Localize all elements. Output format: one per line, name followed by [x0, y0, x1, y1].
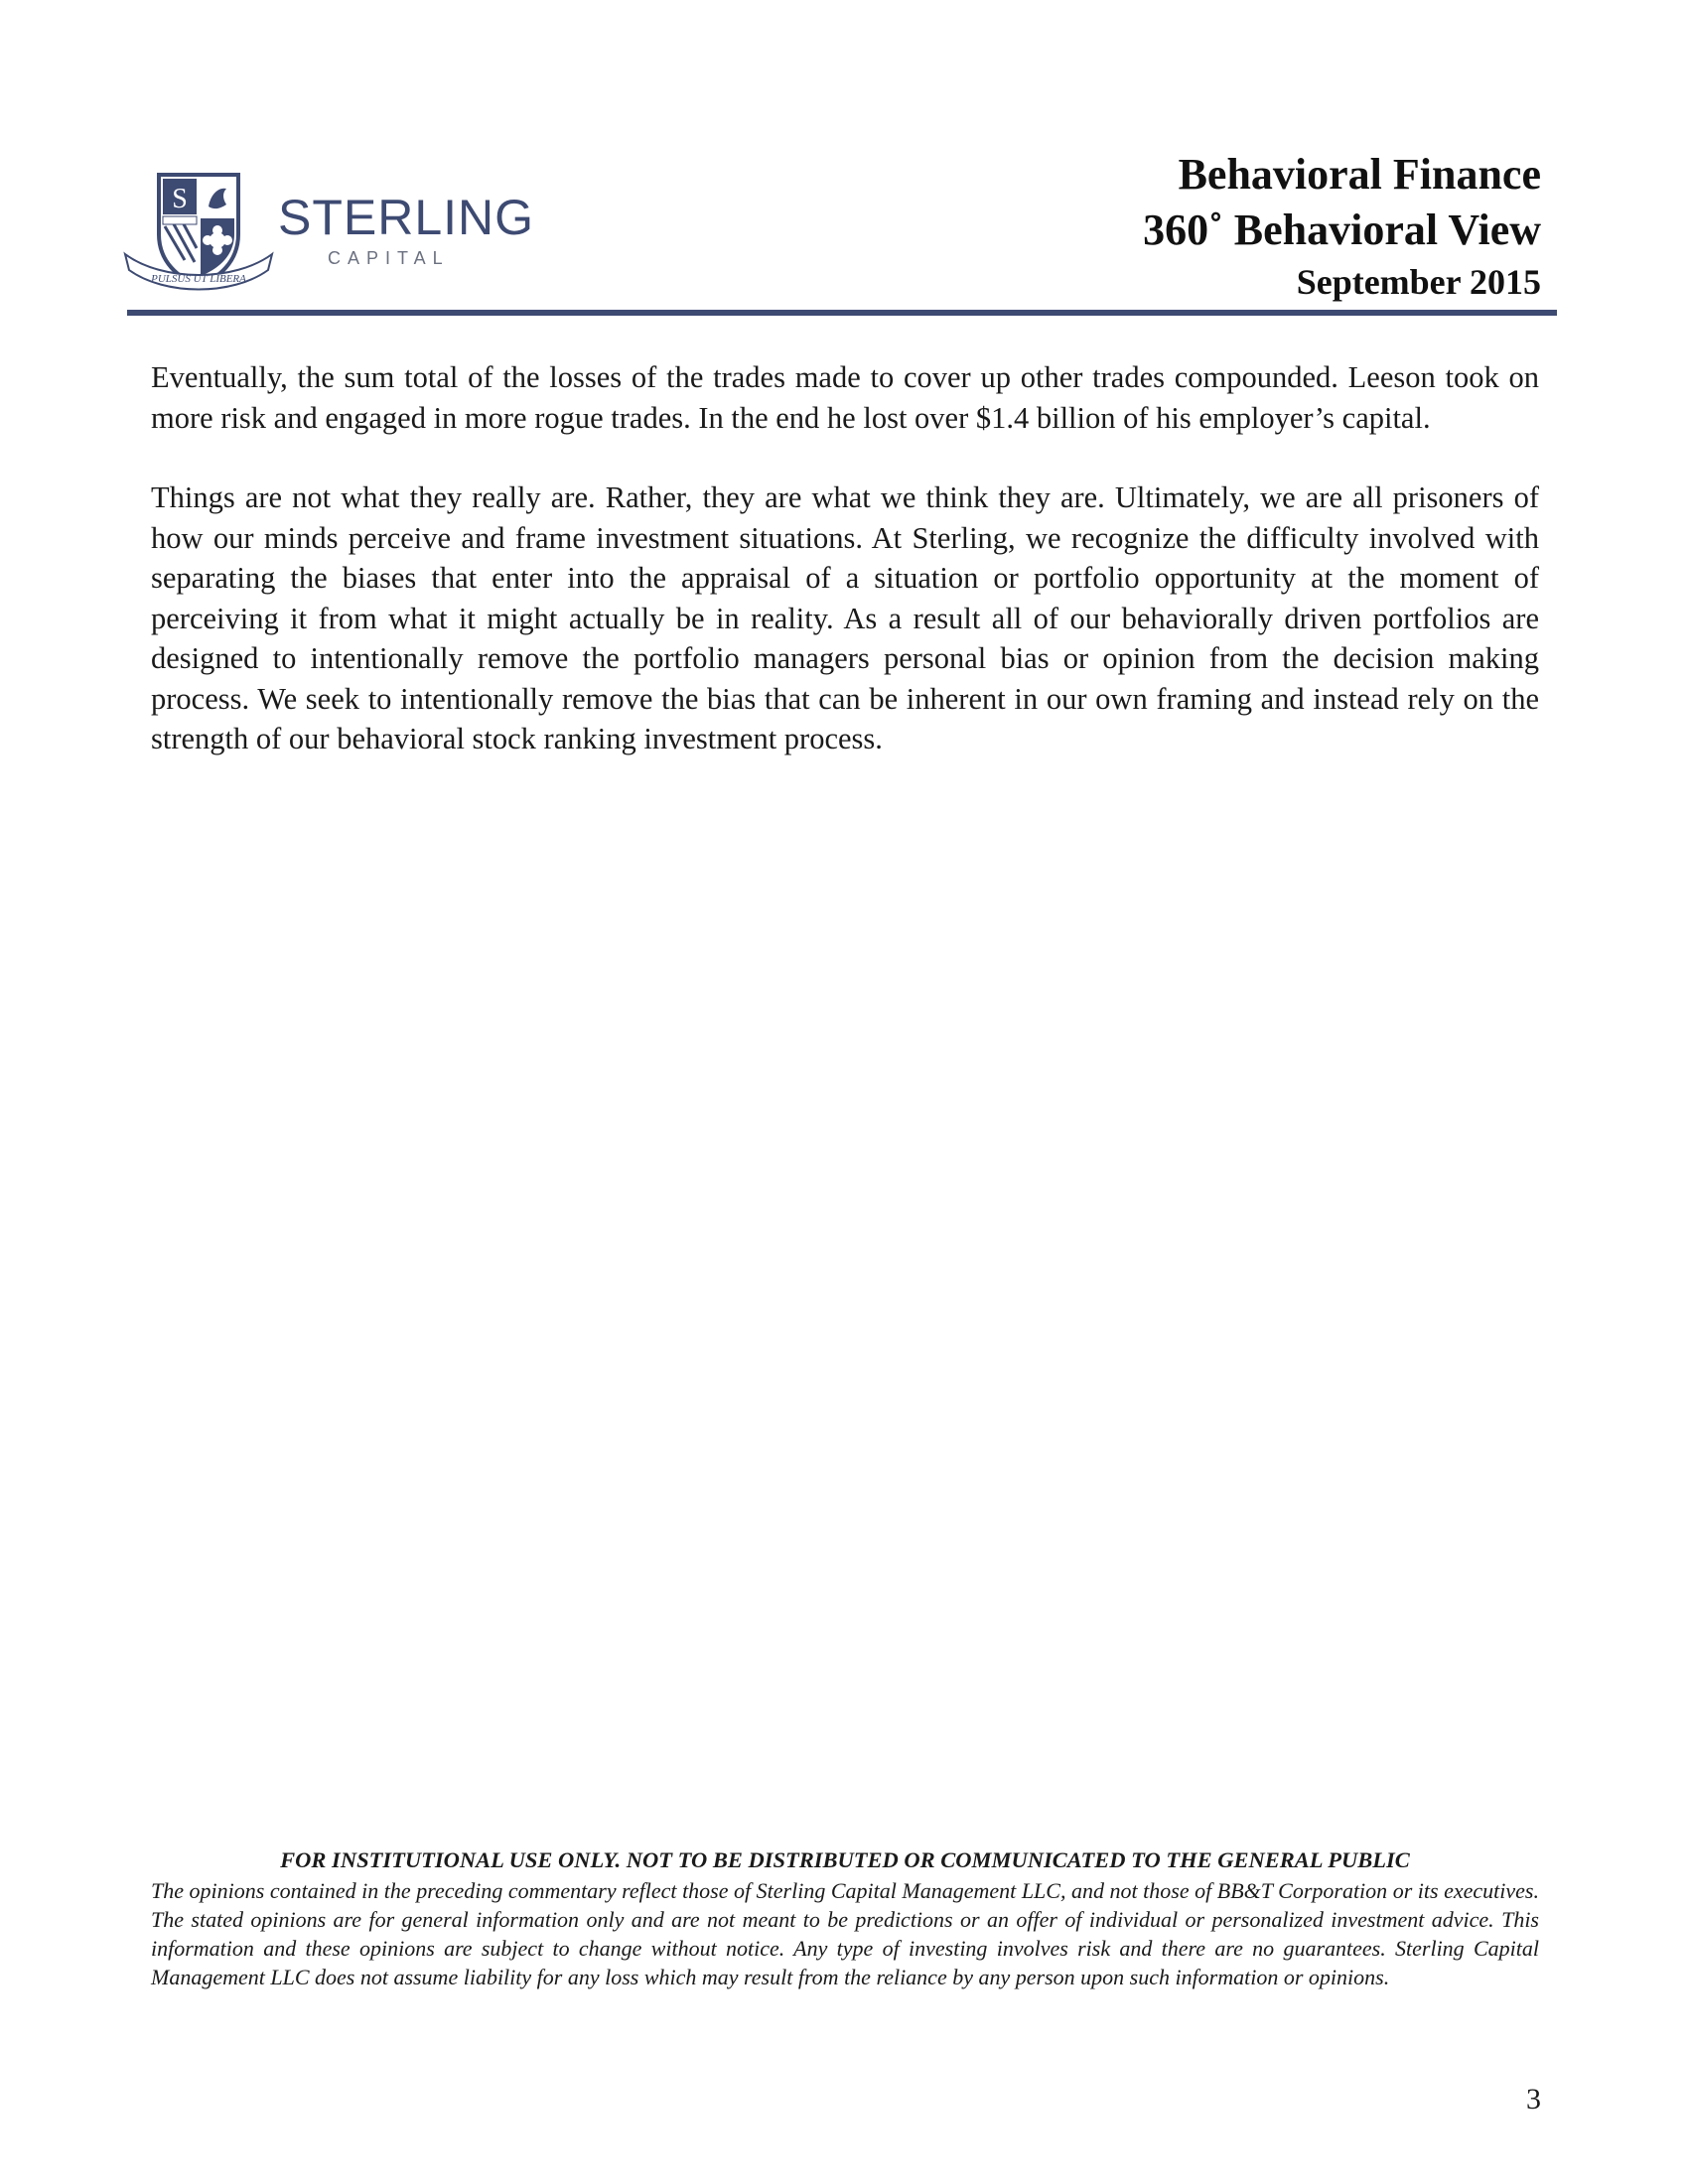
disclaimer-body: The opinions contained in the preceding commentary reflect those of Sterling Capital Management LLC, and not those of BB&T Corporation or its executives. The stated opinions are for general information only and are not meant to be predictions or an offer of individual or personalized investment advice. This information and these opinions are subject to change without notice. Any type of investing involves risk and there are no guarantees. Sterling Capital Management LLC does not assume liability for any loss which may result from the reliance by any person upon such information or opinions. — [151, 1878, 1539, 1989]
page-number: 3 — [1526, 2083, 1541, 2116]
document-series: 360˚ Behavioral View — [1143, 205, 1541, 254]
document-title-block — [1143, 147, 1541, 306]
disclaimer — [151, 1844, 1539, 1991]
disclaimer-heading: FOR INSTITUTIONAL USE ONLY. NOT TO BE DISTRIBUTED OR COMMUNICATED TO THE GENERAL PUBLIC — [280, 1847, 1410, 1872]
body-text — [151, 357, 1539, 799]
paragraph: Eventually, the sum total of the losses of the trades made to cover up other trades compounded. Leeson took on more risk and engaged in more rogue trades. In the end he lost over $1.4 billion of his employer’s capital. — [151, 360, 1539, 435]
header-divider — [127, 310, 1557, 316]
document-title: Behavioral Finance — [1178, 150, 1541, 199]
paragraph: Things are not what they really are. Rather, they are what we think they are. Ultimately, we are all prisoners of how our minds perceive and frame investment situations. At Sterling, we recognize the difficulty involved with separating the biases that enter into the appraisal of a situation or portfolio opportunity at the moment of perceiving it from what it might actually be in reality. As a result all of our behaviorally driven portfolios are designed to intentionally remove the portfolio managers personal bias or opinion from the decision making process. We seek to intentionally remove the bias that can be inherent in our own framing and instead rely on the strength of our behavioral stock ranking investment process. — [151, 480, 1539, 755]
brand-subtitle: CAPITAL — [328, 248, 450, 268]
svg-text:S: S — [172, 184, 188, 214]
brand-name: STERLING — [278, 190, 535, 245]
svg-text:PULSUS UT LIBERA: PULSUS UT LIBERA — [151, 273, 246, 285]
document-date: September 2015 — [1296, 262, 1541, 302]
